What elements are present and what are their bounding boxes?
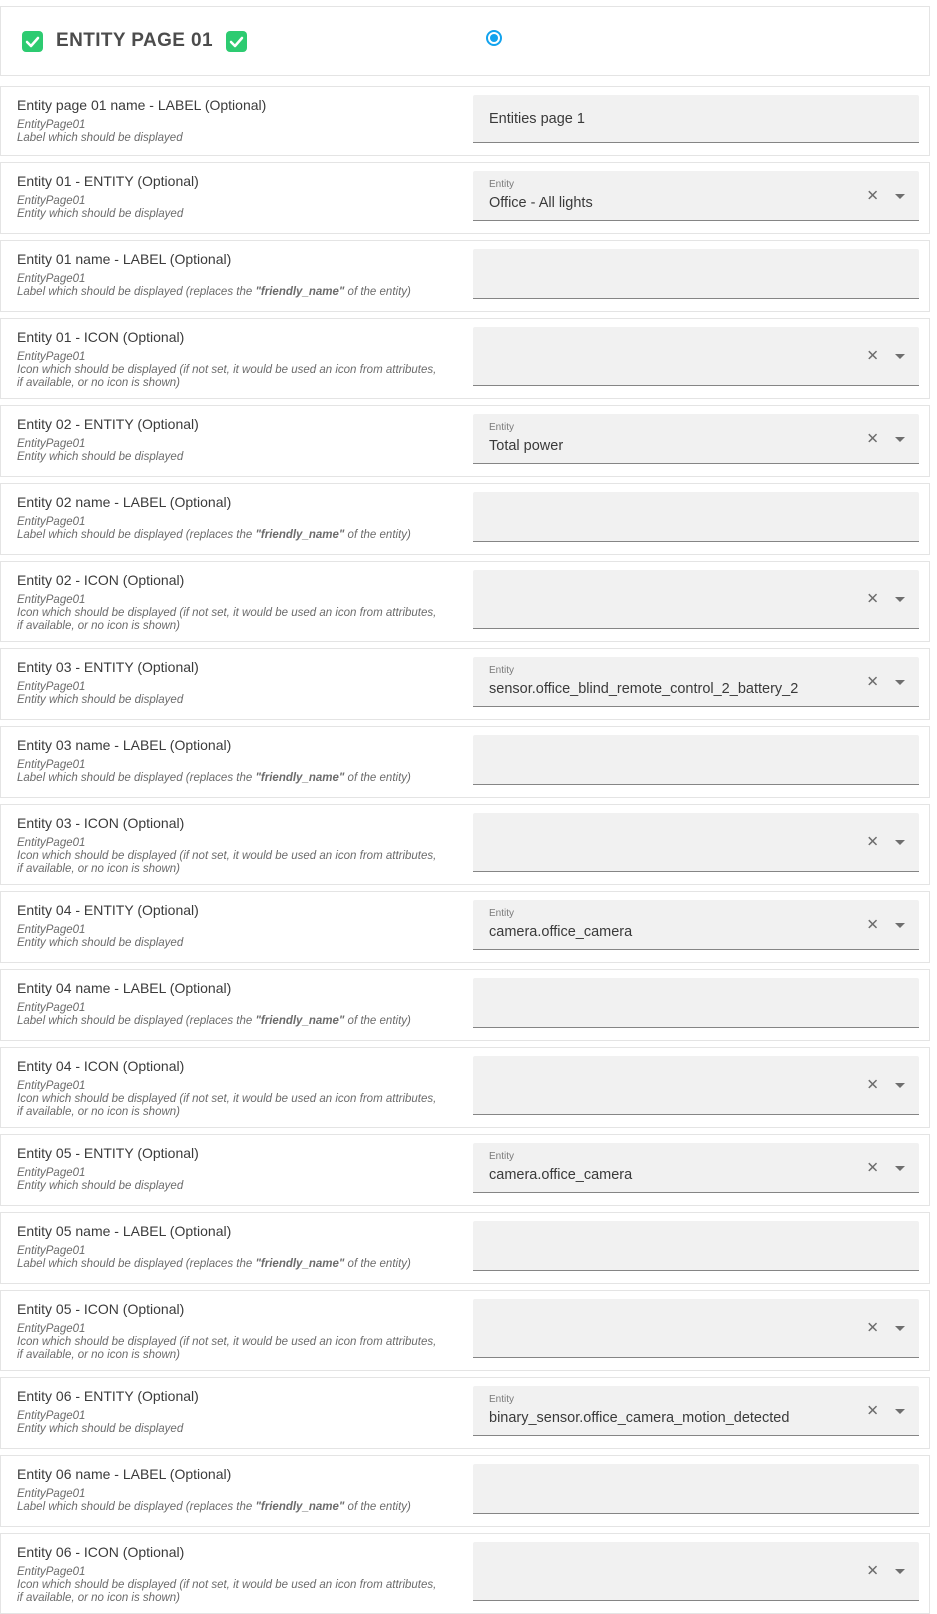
field-info xyxy=(1,95,473,147)
field-title: Entity 02 - ENTITY (Optional) xyxy=(17,416,199,432)
form-row xyxy=(0,1134,930,1206)
chevron-down-icon[interactable] xyxy=(895,354,905,359)
radio-dot xyxy=(490,34,498,42)
field-input-area xyxy=(473,657,929,711)
field-description: Icon which should be displayed (if not set, it would be used an icon from attributes, if available, or no icon is shown) xyxy=(17,850,437,875)
field-info xyxy=(1,414,473,468)
form-row xyxy=(0,891,930,963)
entity-select-field[interactable] xyxy=(473,657,919,707)
field-info xyxy=(1,900,473,954)
field-floating-label: Entity xyxy=(489,422,515,433)
field-input-area xyxy=(473,327,929,390)
form-row xyxy=(0,86,930,156)
form-row xyxy=(0,1533,930,1614)
checkbox-icon[interactable] xyxy=(226,31,247,52)
field-description: Entity which should be displayed xyxy=(17,694,184,706)
text-input[interactable] xyxy=(473,1464,919,1514)
field-info xyxy=(1,570,473,633)
field-input-area xyxy=(473,414,929,468)
clear-icon[interactable]: ✕ xyxy=(866,916,879,933)
field-info xyxy=(1,1056,473,1119)
field-meta: EntityPage01 xyxy=(17,119,86,131)
field-info xyxy=(1,1542,473,1605)
field-meta: EntityPage01 xyxy=(17,837,86,849)
field-info xyxy=(1,657,473,711)
field-info xyxy=(1,327,473,390)
field-info xyxy=(1,1299,473,1362)
text-input[interactable] xyxy=(473,978,919,1028)
field-info xyxy=(1,1464,473,1518)
field-title: Entity 05 - ICON (Optional) xyxy=(17,1301,185,1317)
field-info xyxy=(1,978,473,1032)
field-floating-label: Entity xyxy=(489,1394,515,1405)
form-row xyxy=(0,405,930,477)
form-row xyxy=(0,804,930,885)
field-description: Entity which should be displayed xyxy=(17,1180,184,1192)
field-title: Entity 03 name - LABEL (Optional) xyxy=(17,737,232,753)
text-input[interactable] xyxy=(473,95,919,143)
field-floating-label: Entity xyxy=(489,179,515,190)
field-meta: EntityPage01 xyxy=(17,1410,86,1422)
text-input[interactable] xyxy=(473,492,919,542)
field-meta: EntityPage01 xyxy=(17,1566,86,1578)
field-meta: EntityPage01 xyxy=(17,681,86,693)
form-row xyxy=(0,726,930,798)
field-title: Entity 01 name - LABEL (Optional) xyxy=(17,251,232,267)
field-meta: EntityPage01 xyxy=(17,924,86,936)
clear-icon[interactable]: ✕ xyxy=(866,1402,879,1419)
field-value: camera.office_camera xyxy=(489,924,633,940)
field-input-area xyxy=(473,1299,929,1362)
clear-icon[interactable]: ✕ xyxy=(866,1159,879,1176)
chevron-down-icon[interactable] xyxy=(895,680,905,685)
clear-icon[interactable]: ✕ xyxy=(866,1076,879,1094)
clear-icon[interactable]: ✕ xyxy=(866,347,879,365)
clear-icon[interactable]: ✕ xyxy=(866,430,879,447)
checkmark-icon xyxy=(226,31,247,52)
field-meta: EntityPage01 xyxy=(17,351,86,363)
form-row xyxy=(0,561,930,642)
clear-icon[interactable]: ✕ xyxy=(866,590,879,608)
entity-select-field[interactable] xyxy=(473,813,919,872)
chevron-down-icon[interactable] xyxy=(895,1409,905,1414)
field-input-area xyxy=(473,95,929,147)
field-description: Icon which should be displayed (if not set, it would be used an icon from attributes, if available, or no icon is shown) xyxy=(17,364,437,389)
field-description: Entity which should be displayed xyxy=(17,937,184,949)
chevron-down-icon[interactable] xyxy=(895,437,905,442)
form-row xyxy=(0,240,930,312)
field-info xyxy=(1,1221,473,1275)
entity-select-field[interactable] xyxy=(473,900,919,950)
field-description: Label which should be displayed (replaces the "friendly_name" of the entity) xyxy=(17,286,411,298)
field-title: Entity 05 name - LABEL (Optional) xyxy=(17,1223,232,1239)
field-value: Total power xyxy=(489,438,564,454)
form-row xyxy=(0,1047,930,1128)
field-title: Entity 06 - ENTITY (Optional) xyxy=(17,1388,199,1404)
field-meta: EntityPage01 xyxy=(17,1080,86,1092)
form-row xyxy=(0,969,930,1041)
field-title: Entity 06 - ICON (Optional) xyxy=(17,1544,185,1560)
page-title: ENTITY PAGE 01 xyxy=(56,30,213,51)
field-title: Entity 04 - ENTITY (Optional) xyxy=(17,902,199,918)
field-input-area xyxy=(473,1143,929,1197)
clear-icon[interactable]: ✕ xyxy=(866,1562,879,1580)
entity-select-field[interactable] xyxy=(473,327,919,386)
field-input-area xyxy=(473,735,929,789)
field-description: Icon which should be displayed (if not set, it would be used an icon from attributes, if available, or no icon is shown) xyxy=(17,1093,437,1118)
field-meta: EntityPage01 xyxy=(17,759,86,771)
form-row xyxy=(0,1290,930,1371)
field-description: Label which should be displayed (replaces the "friendly_name" of the entity) xyxy=(17,1258,411,1270)
field-title: Entity 03 - ICON (Optional) xyxy=(17,815,185,831)
entity-select-field[interactable] xyxy=(473,1386,919,1436)
field-meta: EntityPage01 xyxy=(17,1167,86,1179)
entity-select-field[interactable] xyxy=(473,414,919,464)
form-row xyxy=(0,318,930,399)
field-description: Label which should be displayed xyxy=(17,132,183,144)
field-meta: EntityPage01 xyxy=(17,273,86,285)
field-title: Entity 05 - ENTITY (Optional) xyxy=(17,1145,199,1161)
field-floating-label: Entity xyxy=(489,1151,515,1162)
field-title: Entity 01 - ENTITY (Optional) xyxy=(17,173,199,189)
field-input-area xyxy=(473,1542,929,1605)
field-description: Icon which should be displayed (if not set, it would be used an icon from attributes, if available, or no icon is shown) xyxy=(17,607,437,632)
field-description: Label which should be displayed (replaces the "friendly_name" of the entity) xyxy=(17,772,411,784)
entity-select-field[interactable] xyxy=(473,570,919,629)
field-input-area xyxy=(473,249,929,303)
field-title: Entity 03 - ENTITY (Optional) xyxy=(17,659,199,675)
form-row xyxy=(0,483,930,555)
field-description: Entity which should be displayed xyxy=(17,451,184,463)
field-meta: EntityPage01 xyxy=(17,1488,86,1500)
chevron-down-icon[interactable] xyxy=(895,1166,905,1171)
field-description: Icon which should be displayed (if not set, it would be used an icon from attributes, if available, or no icon is shown) xyxy=(17,1579,437,1604)
field-input-area xyxy=(473,1221,929,1275)
field-input-area xyxy=(473,813,929,876)
field-meta: EntityPage01 xyxy=(17,438,86,450)
field-value: Office - All lights xyxy=(489,195,593,211)
clear-icon[interactable]: ✕ xyxy=(866,1319,879,1337)
field-meta: EntityPage01 xyxy=(17,195,86,207)
chevron-down-icon[interactable] xyxy=(895,1326,905,1331)
clear-icon[interactable]: ✕ xyxy=(866,673,879,690)
text-input[interactable] xyxy=(473,1221,919,1271)
field-description: Label which should be displayed (replaces the "friendly_name" of the entity) xyxy=(17,1501,411,1513)
field-input-area xyxy=(473,978,929,1032)
chevron-down-icon[interactable] xyxy=(895,597,905,602)
field-description: Entity which should be displayed xyxy=(17,1423,184,1435)
field-value: sensor.office_blind_remote_control_2_battery_2 xyxy=(489,681,799,697)
radio-button-selected[interactable] xyxy=(486,30,502,46)
field-input-area xyxy=(473,1056,929,1119)
field-title: Entity 04 - ICON (Optional) xyxy=(17,1058,185,1074)
field-meta: EntityPage01 xyxy=(17,594,86,606)
field-info xyxy=(1,735,473,789)
field-title: Entity 06 name - LABEL (Optional) xyxy=(17,1466,232,1482)
field-value: camera.office_camera xyxy=(489,1167,633,1183)
field-info xyxy=(1,171,473,225)
field-floating-label: Entity xyxy=(489,665,515,676)
field-input-area xyxy=(473,1464,929,1518)
chevron-down-icon[interactable] xyxy=(895,194,905,199)
form-row xyxy=(0,162,930,234)
field-description: Entity which should be displayed xyxy=(17,208,184,220)
field-info xyxy=(1,249,473,303)
text-input[interactable] xyxy=(473,249,919,299)
form-row xyxy=(0,1455,930,1527)
field-floating-label: Entity xyxy=(489,908,515,919)
form-row xyxy=(0,1212,930,1284)
clear-icon[interactable]: ✕ xyxy=(866,187,879,204)
field-input-area xyxy=(473,492,929,546)
entity-select-field[interactable] xyxy=(473,171,919,221)
field-meta: EntityPage01 xyxy=(17,1245,86,1257)
entity-select-field[interactable] xyxy=(473,1542,919,1601)
checkbox-icon[interactable] xyxy=(22,31,43,52)
form-row xyxy=(0,648,930,720)
field-input-area xyxy=(473,900,929,954)
field-value: Entities page 1 xyxy=(489,110,585,127)
field-input-area xyxy=(473,570,929,633)
field-title: Entity 04 name - LABEL (Optional) xyxy=(17,980,232,996)
chevron-down-icon[interactable] xyxy=(895,923,905,928)
form-row xyxy=(0,1377,930,1449)
field-input-area xyxy=(473,1386,929,1440)
form-rows-container xyxy=(0,86,937,1614)
text-input[interactable] xyxy=(473,735,919,785)
chevron-down-icon[interactable] xyxy=(895,1083,905,1088)
field-info xyxy=(1,1386,473,1440)
field-title: Entity 02 name - LABEL (Optional) xyxy=(17,494,232,510)
chevron-down-icon[interactable] xyxy=(895,1569,905,1574)
field-title: Entity page 01 name - LABEL (Optional) xyxy=(17,97,267,113)
field-description: Label which should be displayed (replaces the "friendly_name" of the entity) xyxy=(17,529,411,541)
field-input-area xyxy=(473,171,929,225)
field-value: binary_sensor.office_camera_motion_detected xyxy=(489,1410,790,1426)
entity-select-field[interactable] xyxy=(473,1143,919,1193)
field-title: Entity 02 - ICON (Optional) xyxy=(17,572,185,588)
entity-select-field[interactable] xyxy=(473,1299,919,1358)
chevron-down-icon[interactable] xyxy=(895,840,905,845)
field-meta: EntityPage01 xyxy=(17,1002,86,1014)
field-meta: EntityPage01 xyxy=(17,1323,86,1335)
field-info xyxy=(1,492,473,546)
checkmark-icon xyxy=(22,31,43,52)
clear-icon[interactable]: ✕ xyxy=(866,833,879,851)
field-description: Label which should be displayed (replaces the "friendly_name" of the entity) xyxy=(17,1015,411,1027)
field-info xyxy=(1,1143,473,1197)
field-description: Icon which should be displayed (if not set, it would be used an icon from attributes, if available, or no icon is shown) xyxy=(17,1336,437,1361)
field-info xyxy=(1,813,473,876)
entity-select-field[interactable] xyxy=(473,1056,919,1115)
field-title: Entity 01 - ICON (Optional) xyxy=(17,329,185,345)
field-meta: EntityPage01 xyxy=(17,516,86,528)
section-header xyxy=(0,6,930,76)
